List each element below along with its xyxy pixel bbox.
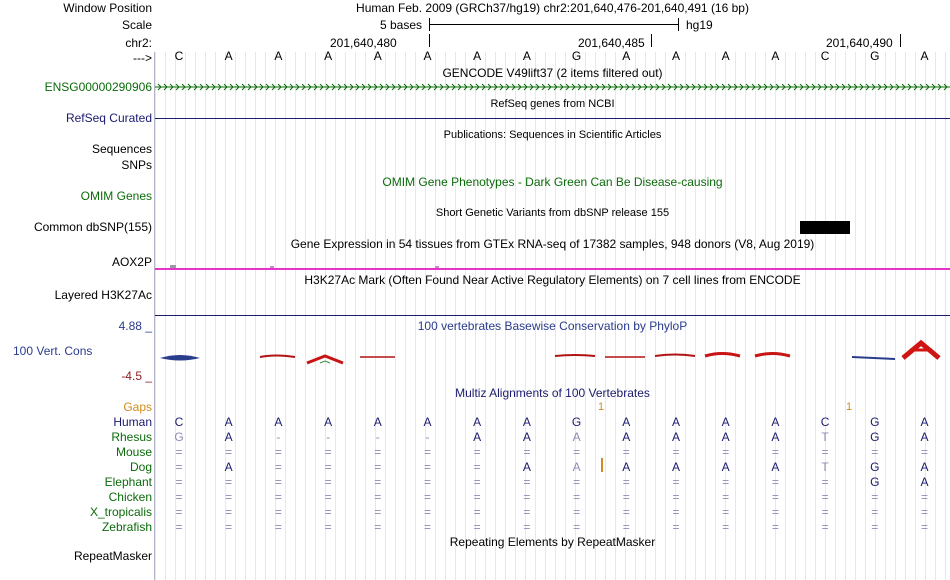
alignment-base: = (622, 520, 630, 534)
alignment-base: A (522, 460, 531, 474)
alignment-base: = (722, 490, 730, 504)
alignment-base: = (324, 490, 332, 504)
alignment-base: A (671, 430, 680, 444)
alignment-base: = (225, 445, 233, 459)
alignment-base: A (622, 460, 631, 474)
species-label-chicken[interactable]: Chicken (108, 490, 152, 504)
alignment-base: A (224, 430, 233, 444)
alignment-base: = (175, 505, 183, 519)
alignment-base: = (225, 475, 233, 489)
alignment-base: A (721, 460, 730, 474)
alignment-base: = (722, 520, 730, 534)
alignment-base: - (425, 430, 430, 444)
alignment-base: = (324, 475, 332, 489)
dbsnp-track-label[interactable]: Common dbSNP(155) (33, 220, 152, 234)
gap-mark-1: 1 (598, 401, 605, 413)
alignment-base: = (374, 520, 382, 534)
alignment-base: T (821, 460, 829, 474)
gencode-feature[interactable] (155, 82, 950, 92)
alignment-base: = (722, 505, 730, 519)
alignment-base: = (324, 460, 332, 474)
alignment-base: = (274, 445, 282, 459)
alignment-base: = (175, 460, 183, 474)
alignment-base: = (473, 490, 481, 504)
alignment-base: = (274, 520, 282, 534)
alignment-base: = (324, 520, 332, 534)
alignment-base: A (274, 415, 283, 429)
alignment-base: = (622, 445, 630, 459)
alignment-base: = (423, 445, 431, 459)
alignment-base: = (324, 505, 332, 519)
alignment-base: = (672, 490, 680, 504)
dbsnp-track-title: Short Genetic Variants from dbSNP release 155 (435, 207, 670, 219)
alignment-base: = (473, 460, 481, 474)
alignment-base: A (622, 415, 631, 429)
species-label-elephant[interactable]: Elephant (104, 475, 152, 489)
alignment-base: A (771, 430, 780, 444)
alignment-base: C (174, 415, 184, 429)
alignment-base: = (821, 505, 829, 519)
scale-text: 5 bases (380, 18, 423, 32)
gtex-track-title: Gene Expression in 54 tissues from GTEx RNA-seq of 17382 samples, 948 donors (V8, Aug 2019) (290, 237, 815, 251)
species-label-dog[interactable]: Dog (129, 460, 152, 474)
alignment-base: = (374, 475, 382, 489)
sequence-base: A (522, 49, 531, 63)
sequence-base: A (920, 49, 929, 63)
position-tick-mark-1 (429, 34, 430, 47)
alignment-base: A (771, 415, 780, 429)
species-label-human[interactable]: Human (113, 415, 152, 429)
alignment-base: = (672, 520, 680, 534)
sequence-base: A (622, 49, 631, 63)
alignment-base: = (423, 505, 431, 519)
dog-insertion-mark (601, 458, 603, 472)
alignment-base: = (821, 520, 829, 534)
alignment-base: = (821, 475, 829, 489)
alignment-base: A (920, 475, 929, 489)
chrom-label: chr2: (125, 36, 152, 50)
alignment-base: A (671, 415, 680, 429)
alignment-base: = (523, 445, 531, 459)
alignment-base: A (224, 415, 233, 429)
alignment-base: A (423, 415, 432, 429)
alignment-base: - (276, 430, 281, 444)
conservation-track-label[interactable]: 100 Vert. Cons (13, 344, 93, 358)
alignment-base: - (326, 430, 331, 444)
alignment-base: = (473, 505, 481, 519)
gencode-feature-label[interactable]: ENSG00000290906 (44, 80, 152, 94)
sequence-base: C (820, 49, 830, 63)
alignment-base: A (920, 460, 929, 474)
alignment-base: = (175, 490, 183, 504)
species-label-mouse[interactable]: Mouse (115, 445, 152, 459)
alignment-base: = (175, 475, 183, 489)
alignment-base: = (374, 505, 382, 519)
alignment-base: = (771, 475, 779, 489)
alignment-base: = (374, 460, 382, 474)
sequence-base: A (771, 49, 780, 63)
alignment-base: = (920, 490, 928, 504)
refseq-feature[interactable] (155, 118, 950, 119)
alignment-base: = (274, 505, 282, 519)
alignment-base: = (423, 520, 431, 534)
alignment-base: G (870, 475, 880, 489)
window-position-label: Window Position (63, 1, 152, 15)
alignment-base: A (522, 415, 531, 429)
alignment-base: = (672, 475, 680, 489)
alignment-base: A (721, 430, 730, 444)
strand-arrow: ---> (133, 51, 152, 65)
alignment-base: = (175, 445, 183, 459)
repeatmasker-track-label[interactable]: RepeatMasker (73, 549, 152, 563)
alignment-base: = (920, 505, 928, 519)
alignment-base: = (871, 490, 879, 504)
alignment-base: = (225, 505, 233, 519)
scale-bar (429, 24, 679, 25)
alignment-base: = (274, 475, 282, 489)
alignment-base: = (573, 475, 581, 489)
alignment-base: A (224, 460, 233, 474)
alignment-base: A (920, 415, 929, 429)
position-tick-mark-3 (900, 34, 901, 47)
gencode-track-title: GENCODE V49lift37 (2 items filtered out) (442, 66, 663, 80)
sequence-base: A (721, 49, 730, 63)
alignment-base: = (821, 445, 829, 459)
h3k27ac-track-label[interactable]: Layered H3K27Ac (54, 288, 152, 302)
h3k27ac-track-title: H3K27Ac Mark (Often Found Near Active Regulatory Elements) on 7 cell lines from ENCODE (304, 273, 801, 287)
alignment-base: A (721, 415, 730, 429)
sequences-track-label[interactable]: Sequences (91, 142, 152, 156)
species-label-rhesus[interactable]: Rhesus (111, 430, 152, 444)
alignment-base: = (722, 475, 730, 489)
conservation-plot (155, 336, 950, 376)
species-label-x_tropicalis[interactable]: X_tropicalis (89, 505, 152, 519)
omim-track-label[interactable]: OMIM Genes (80, 189, 152, 203)
gap-mark-2: 1 (846, 401, 853, 413)
alignment-base: = (374, 490, 382, 504)
alignment-base: = (324, 445, 332, 459)
omim-track-title: OMIM Gene Phenotypes - Dark Green Can Be Disease-causing (382, 175, 723, 189)
position-tick-2: 201,640,485 (578, 36, 645, 50)
alignment-base: A (920, 430, 929, 444)
alignment-base: = (871, 520, 879, 534)
alignment-base: G (870, 430, 880, 444)
sequence-base: A (224, 49, 233, 63)
sequence-base: A (274, 49, 283, 63)
dbsnp-variant-block[interactable] (800, 221, 850, 234)
alignment-base: A (771, 460, 780, 474)
species-label-zebrafish[interactable]: Zebrafish (101, 520, 152, 534)
alignment-base: = (821, 490, 829, 504)
alignment-base: = (771, 490, 779, 504)
alignment-base: = (423, 490, 431, 504)
gtex-gene-label[interactable]: AOX2P (111, 255, 152, 269)
alignment-base: = (473, 520, 481, 534)
alignment-base: A (473, 430, 482, 444)
scale-assembly: hg19 (686, 18, 713, 32)
gtex-expression-marks (155, 264, 950, 268)
position-tick-3: 201,640,490 (826, 36, 893, 50)
multiz-track-title: Multiz Alignments of 100 Vertebrates (455, 386, 650, 400)
alignment-base: = (871, 505, 879, 519)
alignment-base: = (225, 490, 233, 504)
gaps-label: Gaps (123, 400, 152, 414)
sequence-base: A (324, 49, 333, 63)
alignment-base: = (573, 505, 581, 519)
refseq-track-label[interactable]: RefSeq Curated (65, 111, 152, 125)
alignment-base: = (771, 505, 779, 519)
alignment-base: = (771, 520, 779, 534)
alignment-base: A (622, 430, 631, 444)
position-tick-1: 201,640,480 (330, 36, 397, 50)
alignment-base: = (473, 445, 481, 459)
alignment-base: - (375, 430, 380, 444)
h3k27ac-baseline (155, 315, 950, 316)
sequence-base: C (174, 49, 184, 63)
alignment-base: = (523, 520, 531, 534)
repeatmasker-track-title: Repeating Elements by RepeatMasker (449, 535, 656, 549)
refseq-track-title: RefSeq genes from NCBI (490, 98, 615, 110)
publications-track-title: Publications: Sequences in Scientific Articles (443, 129, 662, 141)
snps-track-label[interactable]: SNPs (121, 158, 152, 172)
sequence-base: G (870, 49, 880, 63)
conservation-max-label: 4.88 _ (118, 319, 152, 333)
sequence-base: A (671, 49, 680, 63)
alignment-base: = (374, 445, 382, 459)
alignment-base: = (423, 475, 431, 489)
alignment-base: G (571, 415, 582, 429)
alignment-base: = (523, 490, 531, 504)
alignment-base: = (274, 460, 282, 474)
alignment-base: G (870, 460, 880, 474)
alignment-base: = (672, 505, 680, 519)
window-position-title: Human Feb. 2009 (GRCh37/hg19) chr2:201,640,476-201,640,491 (16 bp) (356, 1, 749, 15)
alignment-base: A (671, 460, 680, 474)
alignment-base: = (225, 520, 233, 534)
alignment-base: A (572, 430, 581, 444)
alignment-base: = (622, 505, 630, 519)
position-tick-mark-2 (651, 34, 652, 47)
alignment-base: A (572, 460, 581, 474)
alignment-base: = (622, 475, 630, 489)
alignment-base: = (523, 475, 531, 489)
alignment-base: C (820, 415, 830, 429)
alignment-base: = (722, 445, 730, 459)
scale-bar-right-tick (678, 18, 679, 31)
alignment-base: = (573, 520, 581, 534)
scale-label: Scale (121, 18, 152, 32)
alignment-base: G (870, 415, 880, 429)
alignment-base: T (821, 430, 829, 444)
gtex-gene-bar[interactable] (155, 268, 950, 270)
alignment-base: = (573, 490, 581, 504)
alignment-base: = (871, 445, 879, 459)
alignment-base: G (174, 430, 184, 444)
alignment-base: = (274, 490, 282, 504)
alignment-base: = (573, 445, 581, 459)
alignment-base: A (373, 415, 382, 429)
alignment-base: A (522, 430, 531, 444)
alignment-base: = (672, 445, 680, 459)
conservation-track-title: 100 vertebrates Basewise Conservation by PhyloP (417, 319, 688, 333)
alignment-base: = (920, 445, 928, 459)
alignment-base: = (622, 490, 630, 504)
alignment-base: = (920, 520, 928, 534)
alignment-base: = (423, 460, 431, 474)
alignment-base: A (473, 415, 482, 429)
alignment-base: A (324, 415, 333, 429)
conservation-min-label: -4.5 _ (121, 369, 152, 383)
sequence-base: A (473, 49, 482, 63)
sequence-base: G (571, 49, 582, 63)
alignment-base: = (771, 445, 779, 459)
alignment-base: = (175, 520, 183, 534)
sequence-base: A (373, 49, 382, 63)
sequence-base: A (423, 49, 432, 63)
alignment-base: = (473, 475, 481, 489)
alignment-base: = (523, 505, 531, 519)
